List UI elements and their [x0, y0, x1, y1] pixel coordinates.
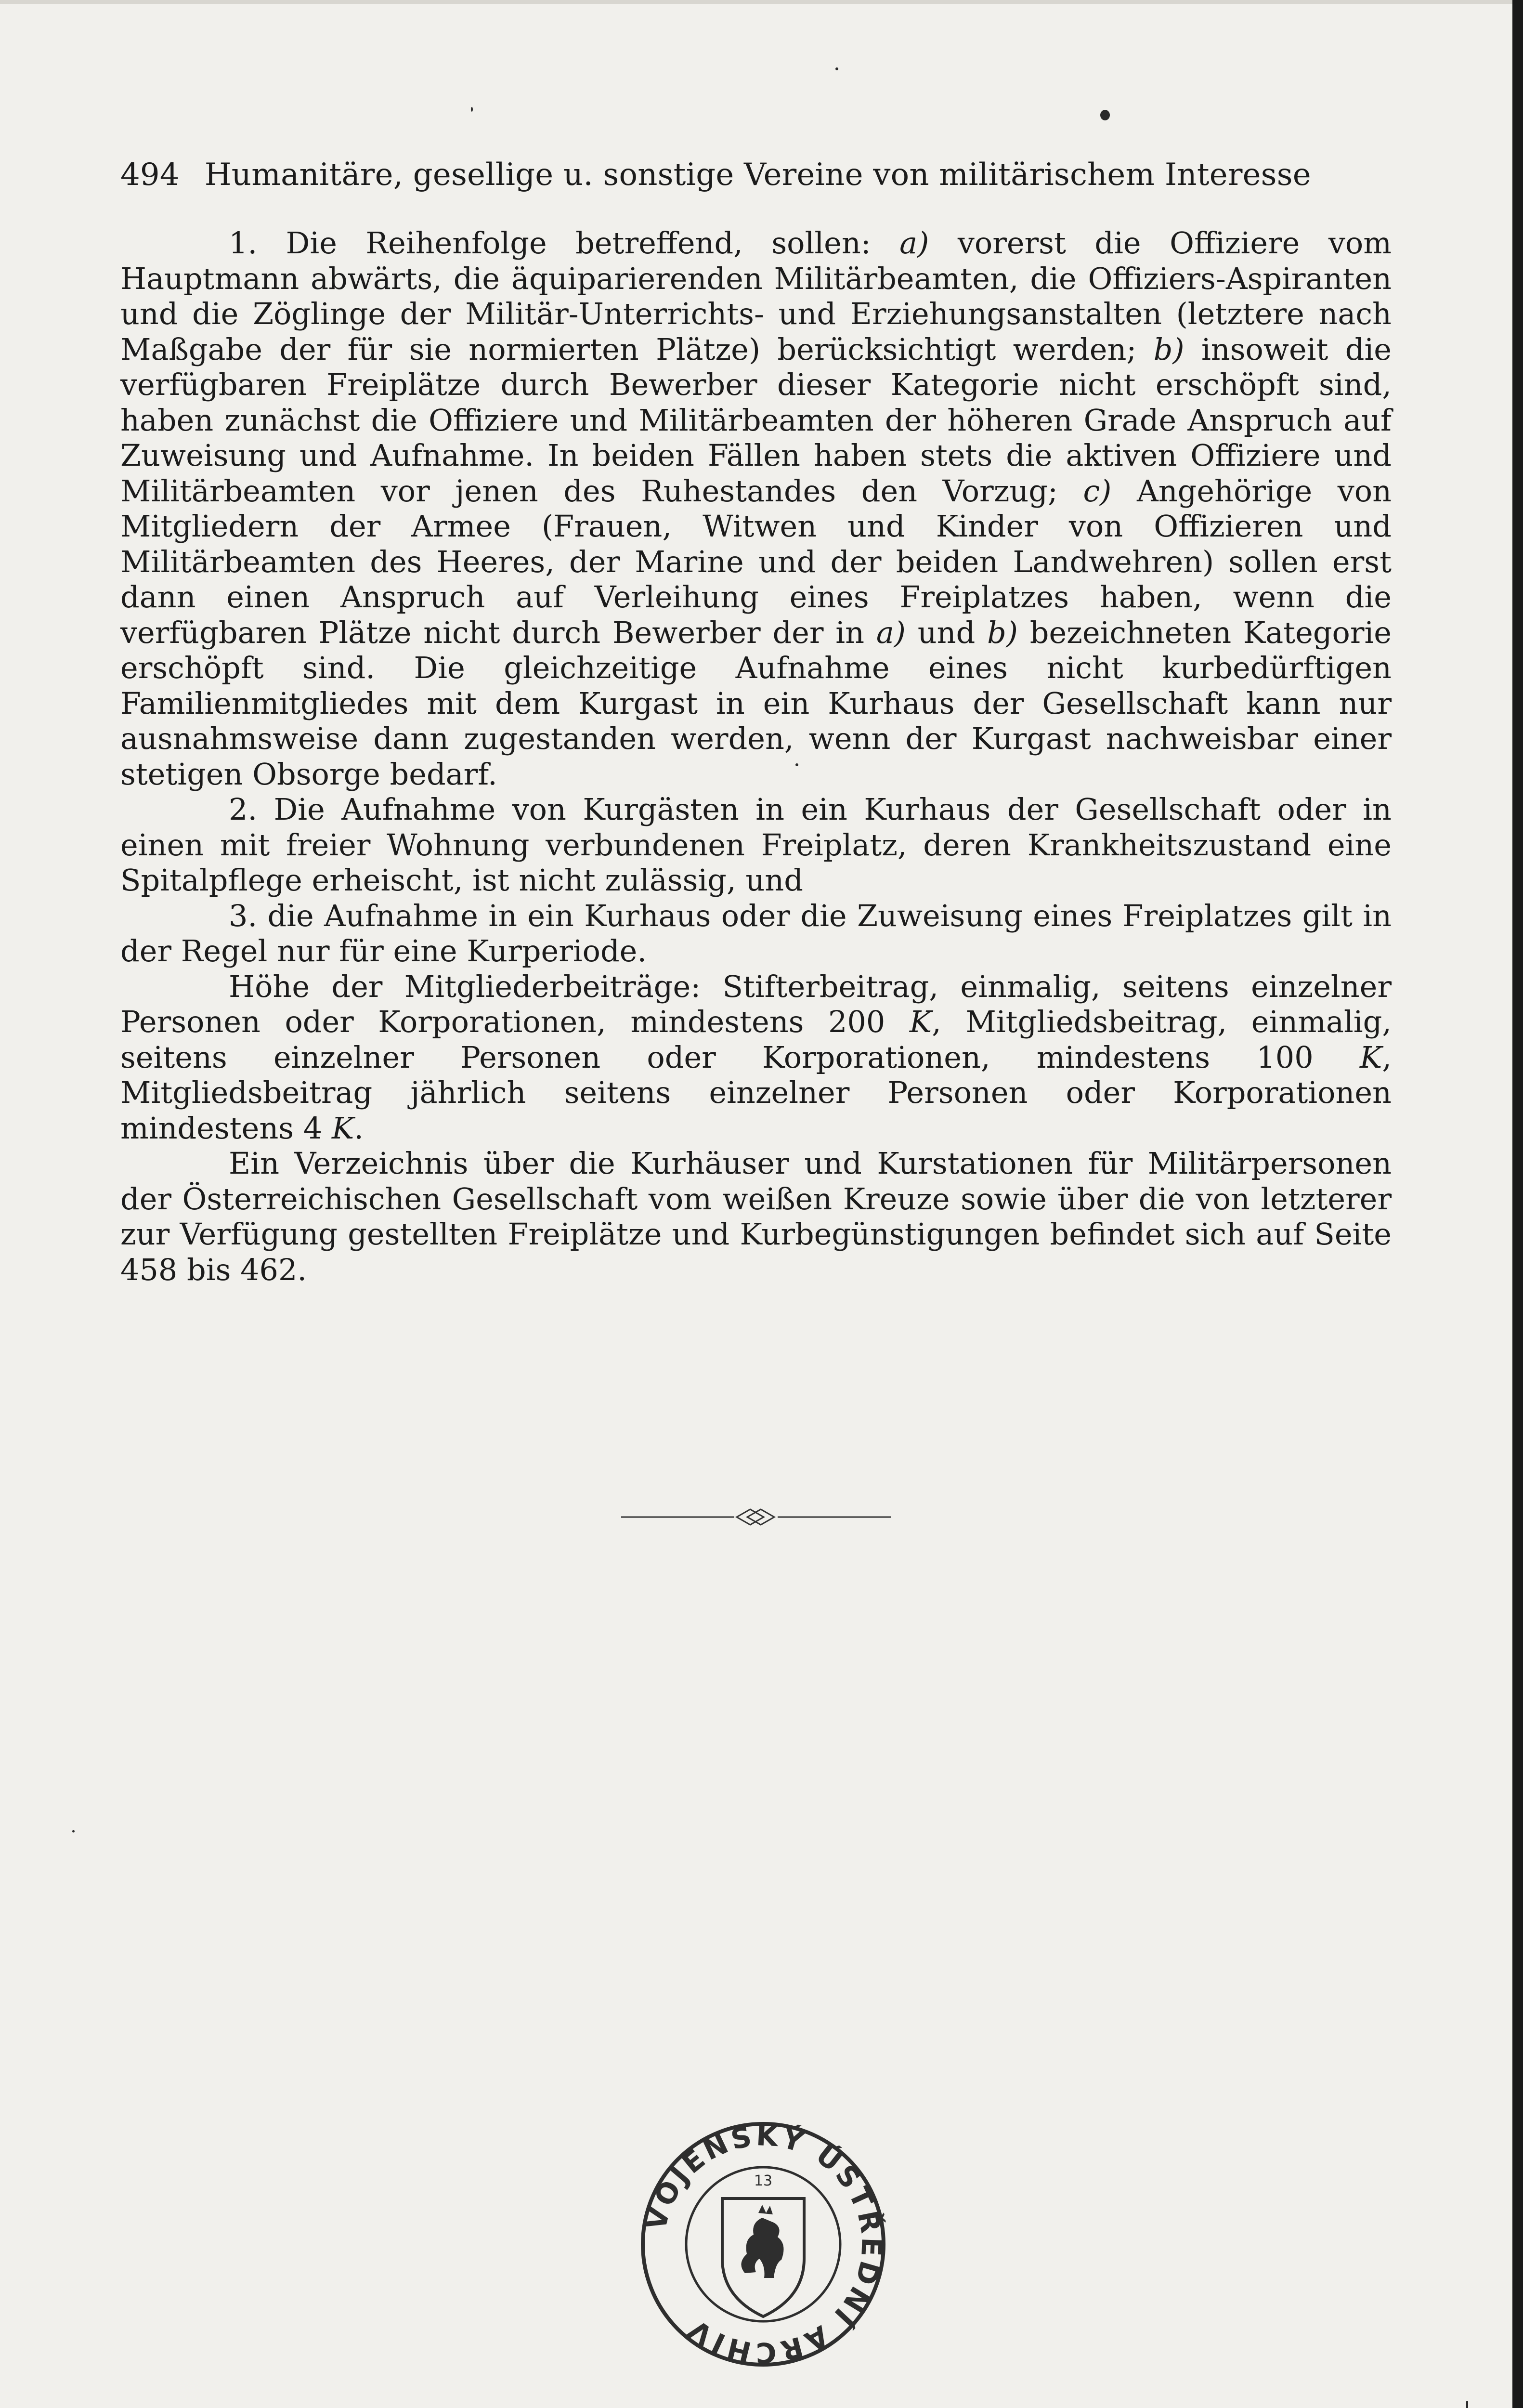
stamp-text: VOJENSKÝ ÚSTŘEDNÍ ARCHIV: [639, 2119, 888, 2369]
scan-edge-top: [0, 0, 1523, 4]
text-run: 3. die Aufnahme in ein Kurhaus oder die Zuweisung eines Freiplatzes gilt in der Regel nur für eine Kurperiode.: [120, 898, 1392, 968]
text-run: bezeichneten Kategorie erschöpft sind. Die gleichzeitige Aufnahme eines nicht kurbedürftigen Familienmitgliedes mit dem Kurgast in ein Kurhaus der Gesellschaft kann nur ausnahmsweise dann zugestanden werden, wenn der Kurgast nachweisbar einer stetigen Obsorge bedarf.: [120, 615, 1392, 792]
scan-speck: [1100, 110, 1110, 120]
italic-marker: a): [899, 225, 929, 261]
body-text: [120, 225, 1392, 1287]
archive-stamp: [638, 2119, 888, 2369]
running-header: [120, 153, 1392, 196]
italic-marker: a): [876, 615, 906, 650]
italic-marker: K: [909, 1004, 932, 1039]
italic-marker: b): [1153, 331, 1185, 367]
scan-speck: [471, 107, 473, 112]
scan-edge-right: [1512, 0, 1523, 2408]
running-title: Humanitäre, gesellige u. sonstige Vereine von militärischem Interesse: [204, 157, 1311, 193]
text-run: , Mitgliedsbeitrag, einmalig, seitens einzelner Personen oder Korporationen, mindestens 100: [120, 1004, 1392, 1075]
text-run: Ein Verzeichnis über die Kurhäuser und Kurstationen für Militärpersonen der Österreichischen Gesellschaft vom weißen Kreuze sowie über die von letzterer zur Verfügung gestellten Freiplätze und Kurbegünstigungen befindet sich auf Seite 458 bis 462.: [120, 1146, 1392, 1287]
paragraph-p4: [120, 969, 1392, 1146]
text-run: insoweit die verfügbaren Freiplätze durch Bewerber dieser Kategorie nicht erschöpft sind, haben zunächst die Offiziere und Militärbeamten der höheren Grade Anspruch auf Zuweisung und Aufnahme. In beiden Fällen haben stets die aktiven Offiziere und Militärbeamten vor jenen des Ruhestandes den Vorzug;: [120, 331, 1392, 509]
section-end-ornament: [621, 1503, 891, 1531]
scan-speck: [835, 67, 838, 70]
italic-marker: K: [331, 1110, 354, 1146]
text-run: 1. Die Reihenfolge betreffend, sollen:: [229, 225, 900, 261]
text-run: 2. Die Aufnahme von Kurgästen in ein Kurhaus der Gesellschaft oder in einen mit freier Wohnung verbundenen Freiplatz, deren Krankheitszustand eine Spitalpflege erheischt, ist nicht zulässig, und: [120, 792, 1392, 898]
paragraph-p2: [120, 792, 1392, 898]
text-run: Angehörige von Mitgliedern der Armee (Frauen, Witwen und Kinder von Offizieren und Militärbeamten des Heeres, der Marine und der beiden Landwehren) sollen erst dann einen Anspruch auf Verleihung eines Freiplatzes haben, wenn die verfügbaren Plätze nicht durch Bewerber der in: [120, 473, 1392, 650]
italic-marker: c): [1083, 473, 1112, 509]
page-number: 494: [120, 157, 180, 193]
paragraph-p3: [120, 898, 1392, 969]
scan-speck: [72, 1830, 75, 1832]
text-run: , Mitgliedsbeitrag jährlich seitens einzelner Personen oder Korporationen mindestens 4: [120, 1039, 1392, 1146]
paragraph-p5: [120, 1146, 1392, 1287]
scan-speck: [1466, 2401, 1468, 2408]
heraldic-shield-icon: [722, 2199, 804, 2316]
paragraph-p1: [120, 225, 1392, 792]
text-run: Höhe der Mitgliederbeiträge: Stifterbeitrag, einmalig, seitens einzelner Personen oder Korporationen, mindestens 200: [120, 968, 1392, 1039]
stamp-number: 13: [754, 2172, 773, 2189]
text-run: vorerst die Offiziere vom Hauptmann abwärts, die äquiparierenden Militärbeamten, die Offiziers-Aspiranten und die Zöglinge der Militär-Unterrichts- und Erziehungsanstalten (letztere nach Maßgabe der für sie normierten Plätze) berücksichtigt werden;: [120, 225, 1392, 367]
text-run: und: [905, 615, 988, 650]
italic-marker: b): [987, 615, 1018, 650]
text-run: .: [354, 1110, 364, 1146]
italic-marker: K: [1359, 1039, 1382, 1075]
